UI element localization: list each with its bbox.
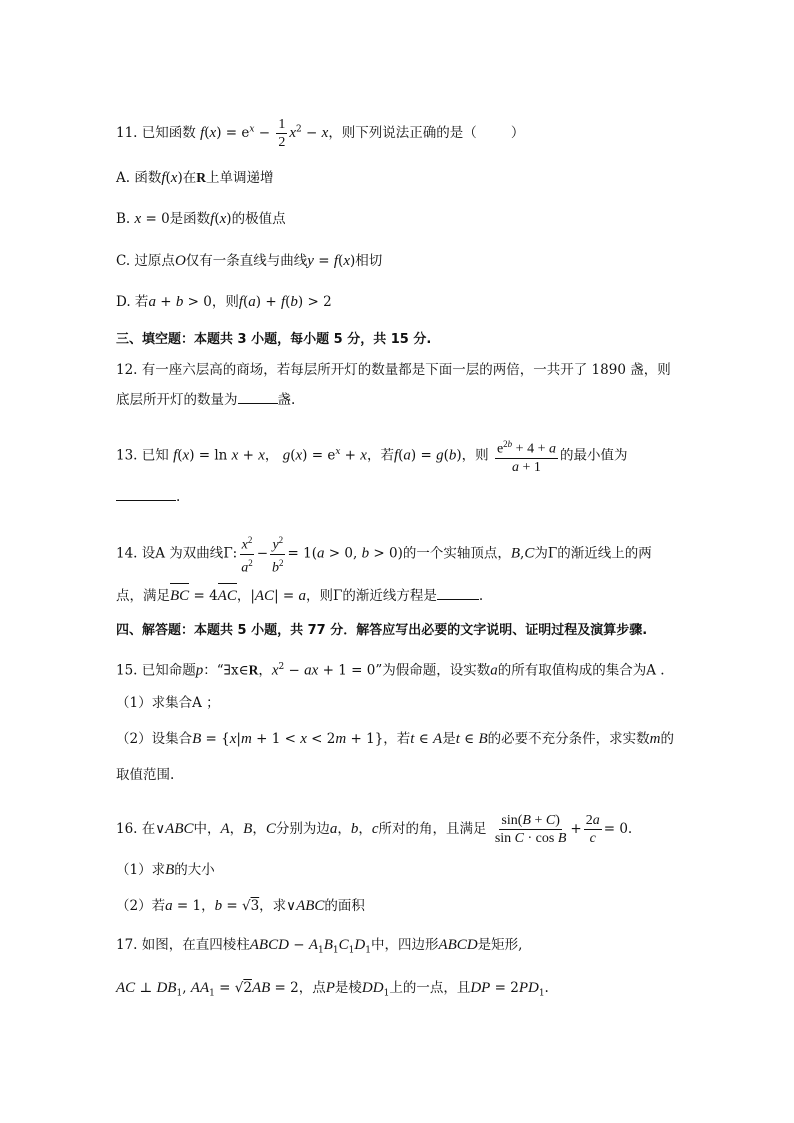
fraction-one-half: $\frac{1}{2}$ — [278, 117, 286, 150]
option-b: B. x = 0是函数f(x)的极值点 — [116, 211, 286, 227]
question-15-part-2-line-2: 取值范围. — [116, 767, 175, 783]
option-d: D. 若a + b > 0，则f(a) + f(b) > 2 — [116, 294, 332, 310]
section-3-heading: 三、填空题：本题共 3 小题，每小题 5 分，共 15 分. — [116, 332, 432, 347]
question-11-stem: 11. 已知函数 $f(x) = e^x$ − $\frac{1}{2}$ $x^2 - x$，则下列说法正确的是（ ） — [116, 117, 525, 150]
question-17-line-1: 17. 如图，在直四棱柱ABCD − $A_1B_1C_1D_1$中，四边形ABCD是矩形, — [116, 937, 523, 956]
section-4-heading: 四、解答题：本题共 5 小题，共 77 分．解答应写出必要的文字说明、证明过程及演算步骤. — [116, 623, 648, 638]
question-13: 13. 已知 f(x) = ln x + x， $g(x) = e^x + x$，若f(a) = g(b)，则 $\frac{e^{2b} + 4 + a}{a + 1}$ 的最小值为 — [116, 436, 684, 476]
question-15-part-1: （1）求集合A ； — [116, 695, 220, 711]
question-14-line-2: 点，满足BC = 4AC，|AC| = a，则Γ的渐近线方程是 . — [116, 585, 684, 606]
question-16-part-2: （2）若a = 1，b = √3，求∨ABC的面积 — [116, 898, 365, 914]
question-16: 16. 在∨ABC中，A，B，C分别为边a，b，c所对的角，且满足 $\frac{\sin(B + C)}{\text{sin C · cos B}}$ + $\frac{2a}{c}$ = 0. — [116, 813, 633, 846]
question-16-part-1: （1）求B的大小 — [116, 862, 215, 878]
question-14-line-1: 14. 设A 为双曲线Γ: $\frac{x^2}{a^2}$ − $\frac{y^2}{b^2}$ = 1(a > 0, b > 0)的一个实轴顶点，B,C为Γ的渐近线上的两 — [116, 532, 684, 576]
question-15: 15. 已知命题p：“∃x∈R，$x^2$ − ax + 1 = 0”为假命题，设实数a的所有取值构成的集合为A . — [116, 662, 665, 679]
option-c: C. 过原点O仅有一条直线与曲线y = f(x)相切 — [116, 253, 383, 269]
question-12-line-2: 底层所开灯的数量为 盏. — [116, 389, 684, 410]
question-12-line-1: 12. 有一座六层高的商场，若每层所开灯的数量都是下面一层的两倍，一共开了 1890 盏，则 — [116, 362, 671, 378]
question-15-part-2: （2）设集合B = {x|m + 1 < x < 2m + 1}，若t ∈ A是t ∈ B的必要不充分条件，求实数m的 — [116, 731, 674, 747]
option-a: A. 函数f(x)在R上单调递增 — [116, 170, 274, 186]
question-17-line-2: AC ⊥ $DB_1$, $AA_1 = √2AB = 2$，点P是棱$DD_1$上的一点，且DP = $2PD_1$. — [116, 980, 549, 999]
fraction-q13: $\frac{e^{2b} + 4 + a}{a + 1}$ — [495, 436, 558, 476]
question-13-answer-blank: . — [116, 486, 684, 507]
